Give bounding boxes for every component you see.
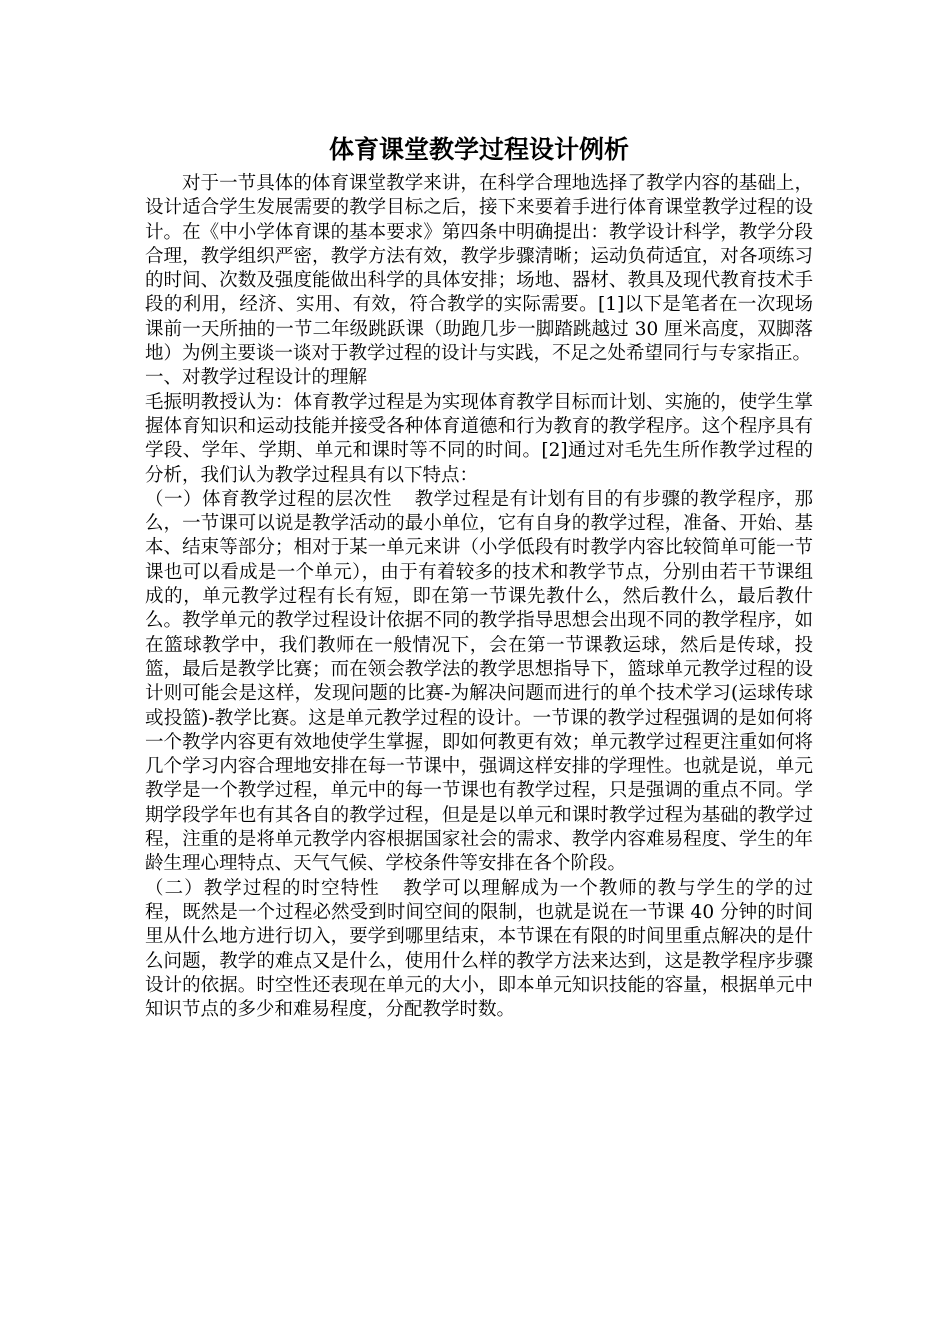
document-page	[145, 128, 813, 1022]
paragraph-point-1-text: 教学过程是有计划有目的有步骤的教学程序，那么，一节课可以说是教学活动的最小单位，它有自身的教学过程，准备、开始、基本、结束等部分；相对于某一单元来讲（小学低段有时教学内容比较简单可能一节课也可以看成是一个单元），由于有着较多的技术和教学节点，分别由若干节课组成的，单元教学过程有长有短，即在第一节课先教什么，然后教什么，最后教什么。教学单元的教学过程设计依据不同的教学指导思想会出现不同的教学程序，如在篮球教学中，我们教师在一般情况下，会在第一节课教运球，然后是传球，投篮，最后是教学比赛；而在领会教学法的教学思想指导下，篮球单元教学过程的设计则可能会是这样，发现问题的比赛-为解决问题而进行的单个技术学习(运球传球或投篮)-教学比赛。这是单元教学过程的设计。一节课的教学过程强调的是如何将一个教学内容更有效地使学生掌握，即如何教更有效；单元教学过程更注重如何将几个学习内容合理地安排在每一节课中，强调这样安排的学理性。也就是说，单元教学是一个教学过程，单元中的每一节课也有教学过程，只是强调的重点不同。学期学段学年也有其各自的教学过程，但是是以单元和课时教学过程为基础的教学过程，注重的是将单元教学内容根据国家社会的需求、教学内容难易程度、学生的年龄生理心理特点、天气气候、学校条件等安排在各个阶段。	[145, 488, 813, 875]
paragraph-point-2	[145, 877, 813, 1023]
paragraph-intro: 对于一节具体的体育课堂教学来讲，在科学合理地选择了教学内容的基础上，设计适合学生发展需要的教学目标之后，接下来要着手进行体育课堂教学过程的设计。在《中小学体育课的基本要求》第四条中明确提出：教学设计科学，教学分段合理，教学组织严密，教学方法有效，教学步骤清晰；运动负荷适宜，对各项练习的时间、次数及强度能做出科学的具体安排；场地、器材、教具及现代教育技术手段的利用，经济、实用、有效，符合教学的实际需要。[1]以下是笔者在一次现场课前一天所抽的一节二年级跳跃课（助跑几步一脚踏跳越过 30 厘米高度，双脚落地）为例主要谈一谈对于教学过程的设计与实践，不足之处希望同行与专家指正。	[145, 173, 813, 365]
paragraph-point-1	[145, 488, 813, 877]
subheading-hierarchy: （一）体育教学过程的层次性	[145, 488, 392, 510]
subheading-spacetime: （二）教学过程的时空特性	[145, 877, 380, 899]
paragraph-point-2-text: 教学可以理解成为一个教师的教与学生的学的过程，既然是一个过程必然受到时间空间的限制，也就是说在一节课 40 分钟的时间里从什么地方进行切入，要学到哪里结束，本节课在有限的时间里重点解决的是什么问题，教学的难点又是什么，使用什么样的教学方法来达到，这是教学程序步骤设计的依据。时空性还表现在单元的大小，即本单元知识技能的容量，根据单元中知识节点的多少和难易程度，分配教学时数。	[145, 877, 813, 1021]
document-title: 体育课堂教学过程设计例析	[328, 135, 629, 164]
section-heading: 一、对教学过程设计的理解	[145, 367, 368, 389]
document-body	[145, 172, 813, 1022]
paragraph-definition: 毛振明教授认为：体育教学过程是为实现体育教学目标而计划、实施的，使学生掌握体育知识和运动技能并接受各种体育道德和行为教育的教学程序。这个程序具有学段、学年、学期、单元和课时等不同的时间。[2]通过对毛先生所作教学过程的分析，我们认为教学过程具有以下特点：	[145, 391, 813, 486]
